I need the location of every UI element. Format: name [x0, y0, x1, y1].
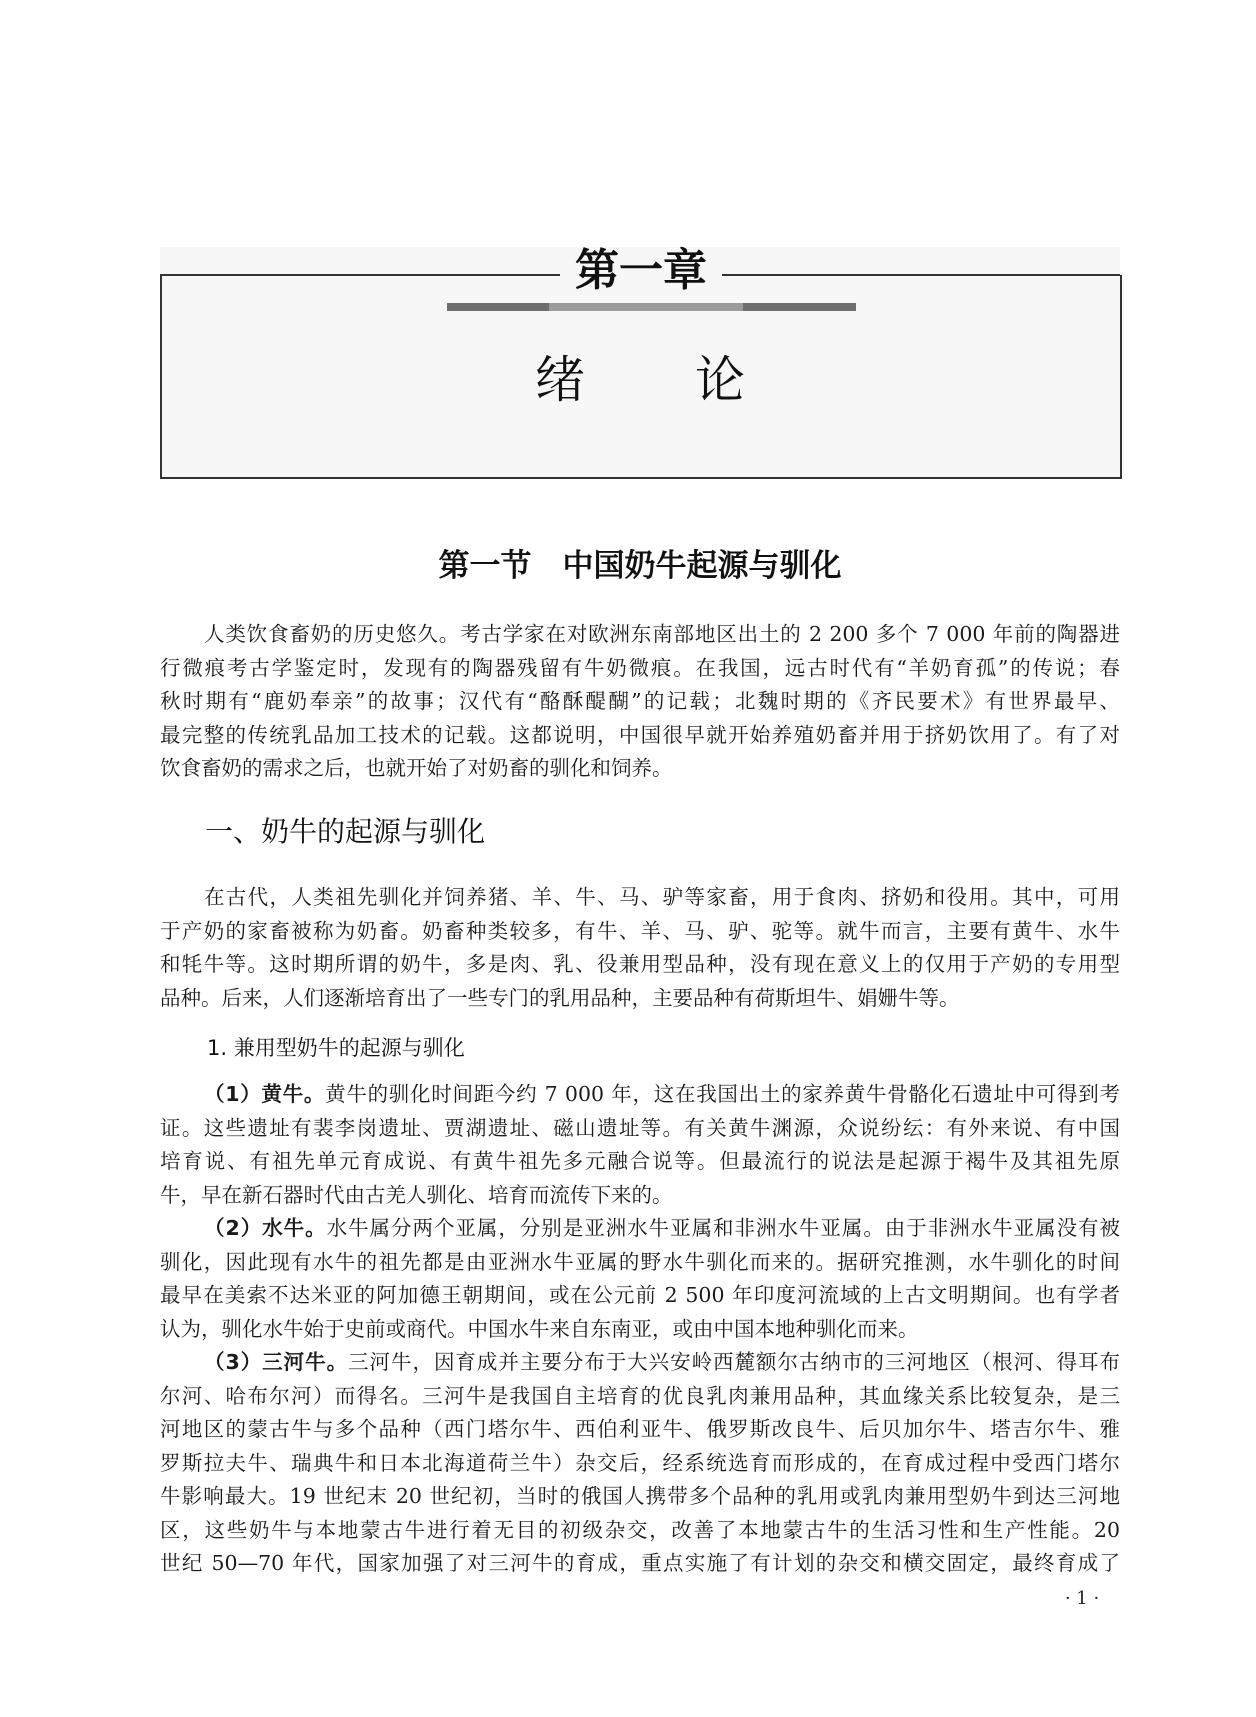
paragraph-line: 尔河、哈布尔河）而得名。三河牛是我国自主培育的优良乳肉兼用品种，其血缘关系比较复杂，是三	[160, 1383, 1120, 1408]
page-number: · 1 ·	[1064, 1588, 1100, 1609]
paragraph-line: 行微痕考古学鉴定时，发现有的陶器残留有牛奶微痕。在我国，远古时代有“羊奶育孤”的传说；春	[160, 655, 1120, 680]
paragraph-line: 和牦牛等。这时期所谓的奶牛，多是肉、乳、役兼用型品种，没有现在意义上的仅用于产奶的专用型	[160, 952, 1120, 976]
subheading-dual-purpose: 1. 兼用型奶牛的起源与驯化	[207, 1036, 465, 1060]
paragraph-line: 秋时期有“鹿奶奉亲”的故事；汉代有“酪酥醍醐”的记载；北魏时期的《齐民要术》有世界最早、	[160, 689, 1120, 713]
paragraph-line: 于产奶的家畜被称为奶畜。奶畜种类较多，有牛、羊、马、驴、驼等。就牛而言，主要有黄牛、水牛	[160, 918, 1120, 943]
heading-origin-domestication: 一、奶牛的起源与驯化	[205, 815, 486, 848]
chapter-frame-rule-right	[722, 274, 1120, 276]
paragraph-line	[160, 1346, 1120, 1380]
chapter-accent-bar-highlight	[549, 303, 743, 311]
chapter-number: 第一章	[575, 245, 707, 296]
intro-paragraph	[160, 618, 1120, 786]
paragraph-line: 最早在美索不达米亚的阿加德王朝期间，或在公元前 2 500 年印度河流域的上古文明期间。也有学者	[160, 1283, 1120, 1307]
breed-paragraph-buffalo	[160, 1212, 1120, 1346]
breed-text: 黄牛的驯化时间距今约 7 000 年，这在我国出土的家养黄牛骨骼化石遗址中可得到考	[325, 1082, 1120, 1106]
chapter-title: 绪论	[535, 351, 855, 409]
paragraph-line: 世纪 50—70 年代，国家加强了对三河牛的育成，重点实施了有计划的杂交和横交固定，最终育成了	[160, 1551, 1120, 1575]
paragraph-line	[160, 1212, 1120, 1246]
paragraph-line: 罗斯拉夫牛、瑞典牛和日本北海道荷兰牛）杂交后，经系统选育而形成的，在育成过程中受西门塔尔	[160, 1450, 1120, 1475]
paragraph-line: 品种。后来，人们逐渐培育出了一些专门的乳用品种，主要品种有荷斯坦牛、娟姗牛等。	[160, 985, 960, 1010]
ancient-livestock-paragraph	[160, 881, 1120, 1015]
paragraph-line: 最完整的传统乳品加工技术的记载。这都说明，中国很早就开始养殖奶畜并用于挤奶饮用了。有了对	[160, 722, 1120, 747]
paragraph-line: 在古代，人类祖先驯化并饲养猪、羊、牛、马、驴等家畜，用于食肉、挤奶和役用。其中，可用	[204, 885, 1120, 909]
breed-lead: （3）三河牛。	[204, 1350, 349, 1374]
chapter-frame-rule-left	[160, 274, 560, 276]
paragraph-line: 驯化，因此现有水牛的祖先都是由亚洲水牛亚属的野水牛驯化而来的。据研究推测，水牛驯化的时间	[160, 1249, 1120, 1274]
paragraph-line: 饮食畜奶的需求之后，也就开始了对奶畜的驯化和饲养。	[160, 756, 673, 780]
chapter-accent-bar	[447, 303, 856, 311]
paragraph-line: 牛，早在新石器时代由古羌人驯化、培育而流传下来的。	[160, 1182, 673, 1207]
paragraph-line: 认为，驯化水牛始于史前或商代。中国水牛来自东南亚，或由中国本地种驯化而来。	[160, 1316, 919, 1341]
paragraph-line: 河地区的蒙古牛与多个品种（西门塔尔牛、西伯利亚牛、俄罗斯改良牛、后贝加尔牛、塔吉尔牛、雅	[160, 1417, 1120, 1441]
paragraph-line: 证。这些遗址有裴李岗遗址、贾湖遗址、磁山遗址等。有关黄牛渊源，众说纷纭：有外来说、有中国	[160, 1115, 1120, 1140]
paragraph-line: 区，这些奶牛与本地蒙古牛进行着无目的初级杂交，改善了本地蒙古牛的生活习性和生产性能。20	[160, 1517, 1120, 1542]
paragraph-line	[160, 1078, 1120, 1112]
breed-paragraph-yellow-cattle	[160, 1078, 1120, 1212]
paragraph-line: 人类饮食畜奶的历史悠久。考古学家在对欧洲东南部地区出土的 2 200 多个 7 000 年前的陶器进	[204, 622, 1120, 646]
paragraph-line: 培育说、有祖先单元育成说、有黄牛祖先多元融合说等。但最流行的说法是起源于褐牛及其祖先原	[160, 1149, 1120, 1173]
section-title: 第一节 中国奶牛起源与驯化	[438, 548, 842, 584]
breed-lead: （2）水牛。	[204, 1216, 327, 1240]
breed-paragraph-sanhe-cattle	[160, 1346, 1120, 1581]
breed-lead: （1）黄牛。	[204, 1082, 326, 1106]
breed-text: 三河牛，因育成并主要分布于大兴安岭西麓额尔古纳市的三河地区（根河、得耳布	[348, 1350, 1121, 1374]
breed-text: 水牛属分两个亚属，分别是亚洲水牛亚属和非洲水牛亚属。由于非洲水牛亚属没有被	[326, 1216, 1121, 1240]
paragraph-line: 牛影响最大。19 世纪末 20 世纪初，当时的俄国人携带多个品种的乳用或乳肉兼用型奶牛到达三河地	[160, 1484, 1120, 1508]
